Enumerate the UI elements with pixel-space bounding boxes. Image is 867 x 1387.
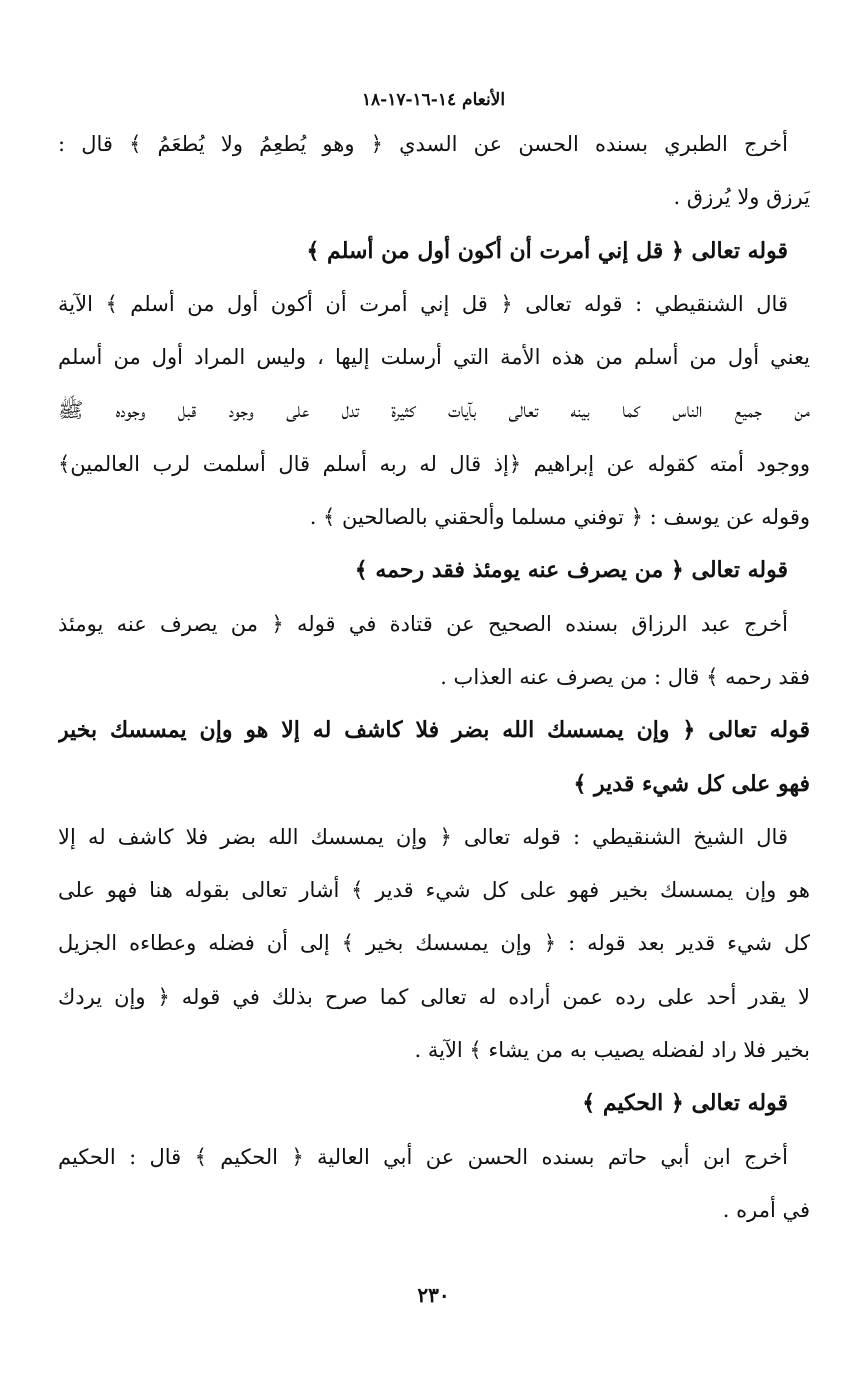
text-line: يعني أول من أسلم من هذه الأمة التي أرسلت إليها ، وليس المراد أول من أسلم [58, 345, 810, 370]
body-text [58, 118, 810, 1237]
text-line: وقوله عن يوسف : ﴿ توفني مسلما وألحقني بالصالحين ﴾ . [309, 505, 810, 530]
text-line: في أمره . [722, 1197, 810, 1222]
section-heading-line: قوله تعالى ﴿ قل إني أمرت أن أكون أول من أسلم ﴾ [306, 237, 788, 264]
text-line: كل شيء قدير بعد قوله : ﴿ وإن يمسسك بخير ﴾ إلى أن فضله وعطاءه الجزيل [58, 931, 810, 956]
text-line: بخير فلا راد لفضله يصيب به من يشاء ﴾ الآية . [414, 1038, 810, 1063]
section-heading-line: قوله تعالى ﴿ الحكيم ﴾ [582, 1090, 788, 1117]
text-line: أخرج ابن أبي حاتم بسنده الحسن عن أبي العالية ﴿ الحكيم ﴾ قال : الحكيم [58, 1144, 788, 1169]
text-line: من جميع الناس كما بينه تعالى بآيات كثيرة تدل على وجود قبل وجوده ﷺ [58, 398, 810, 423]
text-line: أخرج الطبري بسنده الحسن عن السدي ﴿ وهو يُطعِمُ ولا يُطعَمُ ﴾ قال : [58, 132, 788, 156]
text-line: يَرزق ولا يُرزق . [673, 185, 810, 210]
text-line: قال الشيخ الشنقيطي : قوله تعالى ﴿ وإن يمسسك الله بضر فلا كاشف له إلا [58, 824, 788, 849]
text-line: ووجود أمته كقوله عن إبراهيم ﴿إذ قال له ربه أسلم قال أسلمت لرب العالمين﴾ [58, 451, 810, 476]
text-line: هو وإن يمسسك بخير فهو على كل شيء قدير ﴾ أشار تعالى بقوله هنا فهو على [58, 878, 810, 903]
text-line: أخرج عبد الرزاق بسنده الصحيح عن قتادة في قوله ﴿ من يصرف عنه يومئذ [58, 611, 788, 636]
section-heading-line: قوله تعالى ﴿ من يصرف عنه يومئذ فقد رحمه ﴾ [354, 557, 788, 584]
section-heading-line: فهو على كل شيء قدير ﴾ [573, 770, 810, 797]
section-heading-line: قوله تعالى ﴿ وإن يمسسك الله بضر فلا كاشف له إلا هو وإن يمسسك بخير [58, 717, 810, 744]
running-header: الأنعام ١٤-١٦-١٧-١٨ [361, 90, 506, 110]
page-number: ٢٣٠ [417, 1283, 450, 1307]
text-line: لا يقدر أحد على رده عمن أراده له تعالى كما صرح بذلك في قوله ﴿ وإن يردك [58, 984, 810, 1009]
text-line: قال الشنقيطي : قوله تعالى ﴿ قل إني أمرت أن أكون أول من أسلم ﴾ الآية [58, 291, 788, 316]
text-line: فقد رحمه ﴾ قال : من يصرف عنه العذاب . [440, 664, 810, 689]
